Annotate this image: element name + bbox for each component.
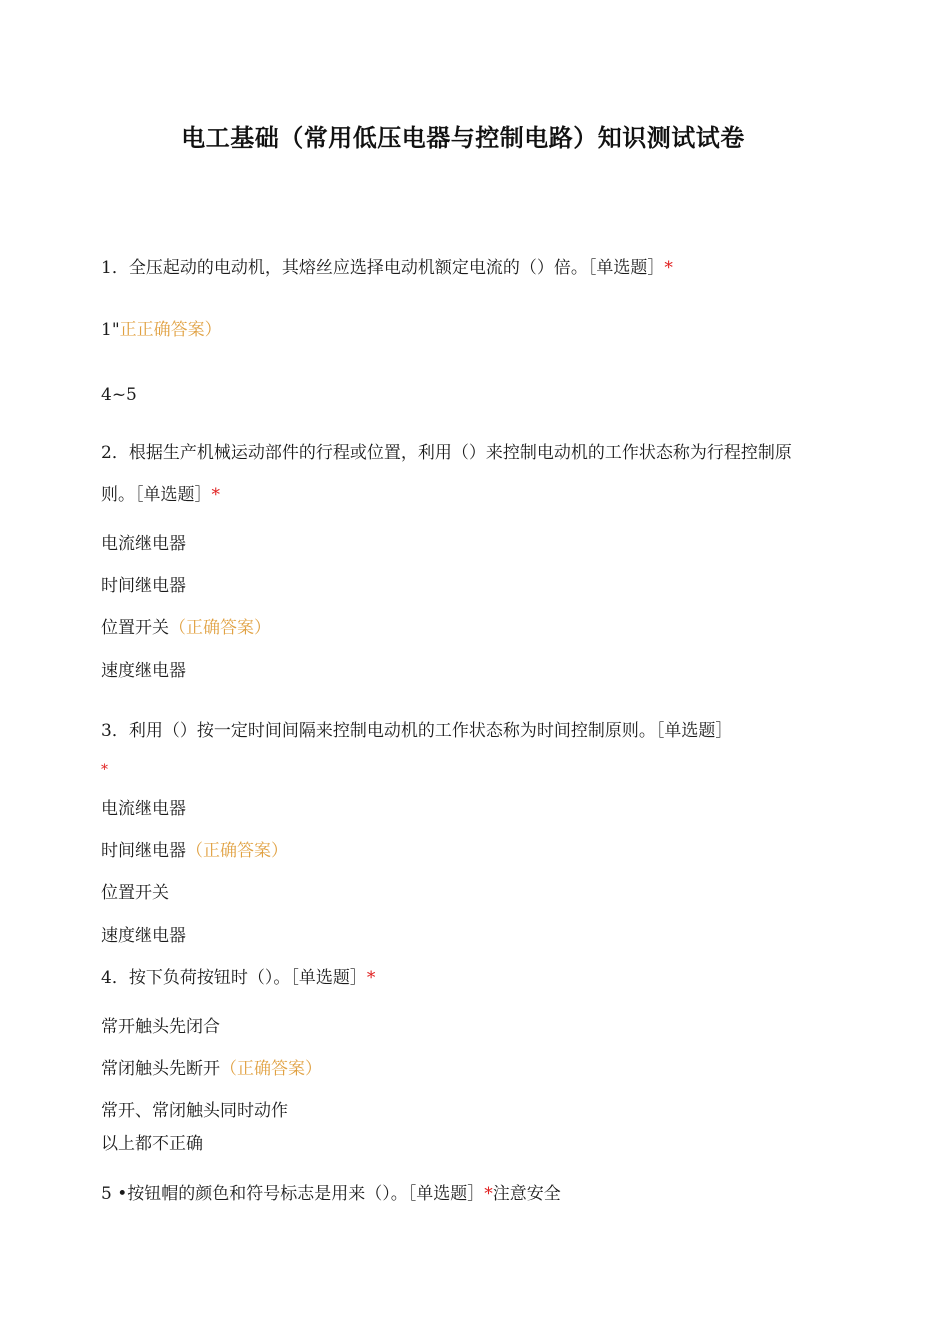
- required-star: *: [366, 968, 376, 988]
- question-1-option-2[interactable]: [101, 383, 137, 407]
- option-label: 常闭触头先断开: [101, 1059, 220, 1079]
- question-3-text: 3．利用（）按一定时间间隔来控制电动机的工作状态称为时间控制原则。［单选题］: [101, 721, 733, 741]
- option-label: 位置开关: [101, 883, 169, 903]
- question-2-option-1[interactable]: [101, 532, 186, 556]
- question-4: [101, 966, 375, 990]
- option-label: 速度继电器: [101, 661, 186, 681]
- question-2-cont: [101, 483, 220, 507]
- correct-answer-tag: 正正确答案）: [119, 320, 222, 340]
- option-label: 电流继电器: [101, 534, 186, 554]
- question-2-text-line-1: 2．根据生产机械运动部件的行程或位置，利用（）来控制电动机的工作状态称为行程控制原: [101, 443, 792, 463]
- question-2-option-4[interactable]: [101, 659, 186, 683]
- question-4-option-1[interactable]: [101, 1015, 220, 1039]
- question-2-option-2[interactable]: [101, 574, 186, 598]
- question-5: [101, 1182, 561, 1206]
- question-3-option-3[interactable]: [101, 881, 169, 905]
- question-2-text-line-2: 则。［单选题］: [101, 485, 212, 505]
- question-5-option-1[interactable]: 注意安全: [492, 1184, 561, 1204]
- question-3-option-2[interactable]: [101, 839, 288, 863]
- question-1-option-1[interactable]: [101, 318, 222, 342]
- question-1-text: 1．全压起动的电动机，其熔丝应选择电动机额定电流的（）倍。［单选题］: [101, 258, 665, 278]
- question-2: [101, 441, 792, 465]
- option-label: 时间继电器: [101, 841, 186, 861]
- option-label: 常开、常闭触头同时动作: [101, 1101, 288, 1121]
- required-star: *: [664, 258, 673, 278]
- question-1: [101, 256, 673, 280]
- question-4-text: 4．按下负荷按钮时（）。［单选题］: [101, 968, 367, 988]
- option-label: 常开触头先闭合: [101, 1017, 220, 1037]
- page-title: 电工基础（常用低压电器与控制电路）知识测试试卷: [181, 124, 745, 152]
- option-label: 位置开关: [101, 618, 169, 638]
- question-4-option-4[interactable]: [101, 1132, 203, 1156]
- question-3-option-4[interactable]: [101, 924, 186, 948]
- correct-answer-tag: （正确答案）: [220, 1059, 322, 1079]
- required-star: *: [101, 762, 108, 778]
- option-label: 4~5: [101, 385, 137, 405]
- option-label: 1": [101, 320, 120, 340]
- correct-answer-tag: （正确答案）: [169, 618, 271, 638]
- correct-answer-tag: （正确答案）: [186, 841, 288, 861]
- required-star: *: [211, 485, 220, 505]
- option-label: 电流继电器: [101, 799, 186, 819]
- question-3-star-line: [101, 758, 108, 782]
- option-label: 以上都不正确: [101, 1134, 203, 1154]
- question-4-option-2[interactable]: [101, 1057, 322, 1081]
- option-label: 时间继电器: [101, 576, 186, 596]
- question-3: [101, 719, 732, 743]
- question-2-option-3[interactable]: [101, 616, 271, 640]
- option-label: 速度继电器: [101, 926, 186, 946]
- question-3-option-1[interactable]: [101, 797, 186, 821]
- question-4-option-3[interactable]: [101, 1099, 288, 1123]
- required-star: *: [484, 1184, 493, 1204]
- question-5-text: 5 •按钮帽的颜色和符号标志是用来（）。［单选题］: [101, 1184, 485, 1204]
